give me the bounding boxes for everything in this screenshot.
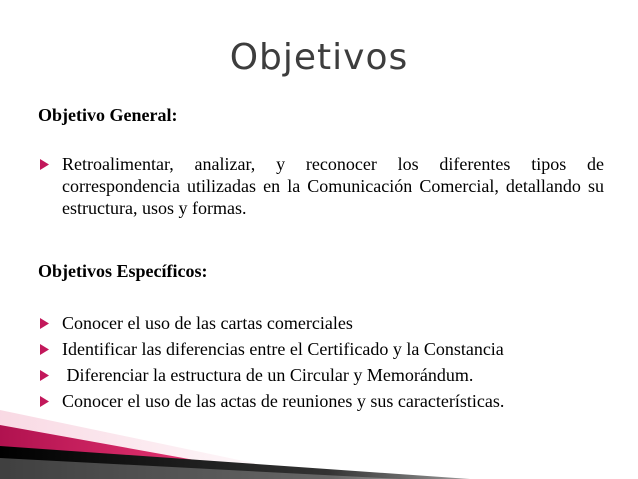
objetivo-general-heading: Objetivo General: [38, 105, 178, 125]
bullet-text: Conocer el uso de las cartas comerciales [62, 313, 353, 333]
triangle-right-icon [38, 153, 62, 175]
bullet-text: Retroalimentar, analizar, y reconocer los diferentes tipos de correspondencia utilizadas en la Comunicación Comercial, detallando su estructura, usos y formas. [62, 154, 604, 218]
bullet-text: Conocer el uso de las actas de reuniones y sus características. [62, 391, 505, 411]
list-item [38, 390, 604, 412]
bullet-text: Identificar las diferencias entre el Certificado y la Constancia [62, 339, 504, 359]
list-item [38, 338, 604, 360]
triangle-right-icon [38, 312, 62, 334]
list-item [38, 364, 604, 386]
objetivos-especificos-heading: Objetivos Específicos: [38, 261, 208, 281]
list-item [38, 153, 604, 219]
triangle-right-icon [38, 364, 62, 386]
triangle-right-icon [38, 338, 62, 360]
slide-title: Objetivos [229, 37, 409, 78]
list-item [38, 312, 604, 334]
bullet-text: Diferenciar la estructura de un Circular y Memorándum. [62, 365, 474, 385]
triangle-right-icon [38, 390, 62, 412]
